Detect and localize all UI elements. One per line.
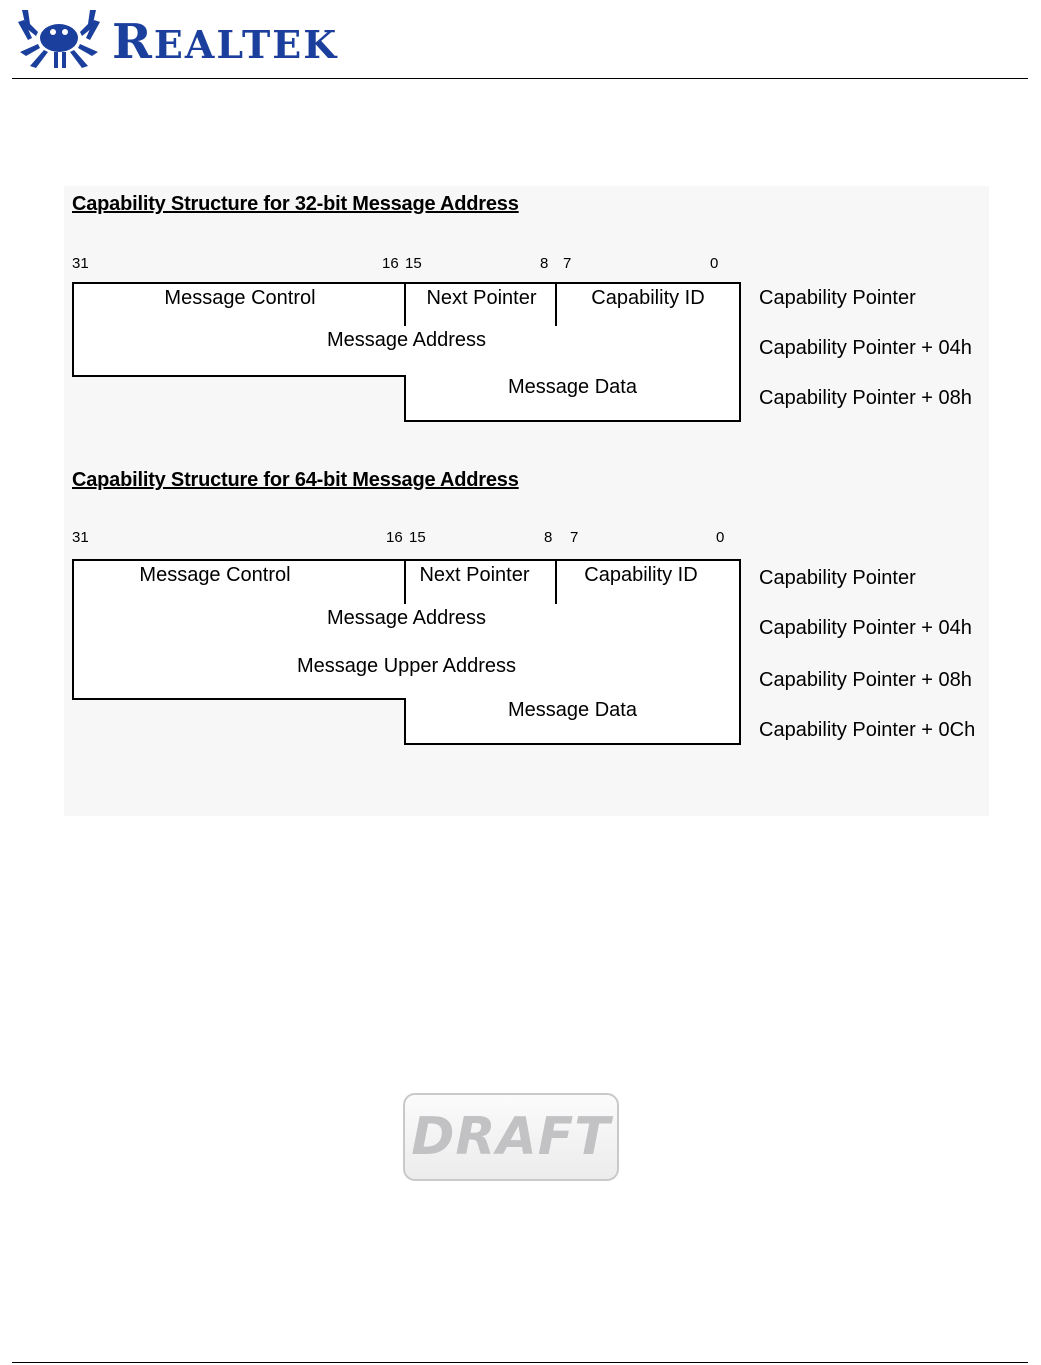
draft-watermark: DRAFT (403, 1093, 619, 1181)
message-control-cell (72, 559, 406, 606)
structure-32bit-title: Capability Structure for 32-bit Message Address (72, 193, 519, 215)
message-control-text: Message Control (139, 564, 291, 586)
bit-label: 8 (540, 255, 549, 272)
next-pointer-cell: Next Pointer (404, 282, 557, 328)
offset-label: Capability Pointer + 0Ch (759, 719, 976, 741)
offset-label: Capability Pointer (759, 567, 916, 589)
capability-id-cell (555, 559, 741, 606)
realtek-wordmark: REALTEK (112, 14, 339, 70)
offset-label: Capability Pointer + 08h (759, 387, 972, 409)
bit-label: 31 (72, 529, 89, 546)
offset-label: Capability Pointer + 04h (759, 617, 972, 639)
page-header (0, 0, 1041, 80)
bit-label: 15 (409, 529, 426, 546)
header-divider (12, 78, 1028, 79)
offset-label: Capability Pointer + 08h (759, 669, 972, 691)
message-control-cell: Message Control (72, 282, 406, 328)
bit-label: 7 (563, 255, 572, 272)
bit-label: 7 (570, 529, 579, 546)
structure-64bit-title: Capability Structure for 64-bit Message Address (72, 469, 519, 491)
message-data-cell: Message Data (404, 375, 741, 422)
message-upper-address-cell: Message Upper Address (72, 652, 741, 700)
message-address-cell: Message Address (72, 604, 741, 654)
message-data-cell: Message Data (404, 698, 741, 745)
bit-label: 16 (386, 529, 403, 546)
next-pointer-text: Next Pointer (419, 564, 530, 586)
offset-label: Capability Pointer (759, 287, 916, 309)
bit-label: 0 (716, 529, 725, 546)
bit-label: 0 (710, 255, 719, 272)
footer-divider (12, 1362, 1028, 1363)
capability-id-text: Capability ID (584, 564, 698, 586)
realtek-crab-logo-icon (16, 8, 102, 70)
offset-label: Capability Pointer + 04h (759, 337, 972, 359)
bit-label: 31 (72, 255, 89, 272)
capability-id-cell: Capability ID (555, 282, 741, 328)
next-pointer-cell (404, 559, 557, 606)
bit-label: 8 (544, 529, 553, 546)
message-address-cell: Message Address (72, 326, 741, 377)
bit-label: 15 (405, 255, 422, 272)
bit-label: 16 (382, 255, 399, 272)
